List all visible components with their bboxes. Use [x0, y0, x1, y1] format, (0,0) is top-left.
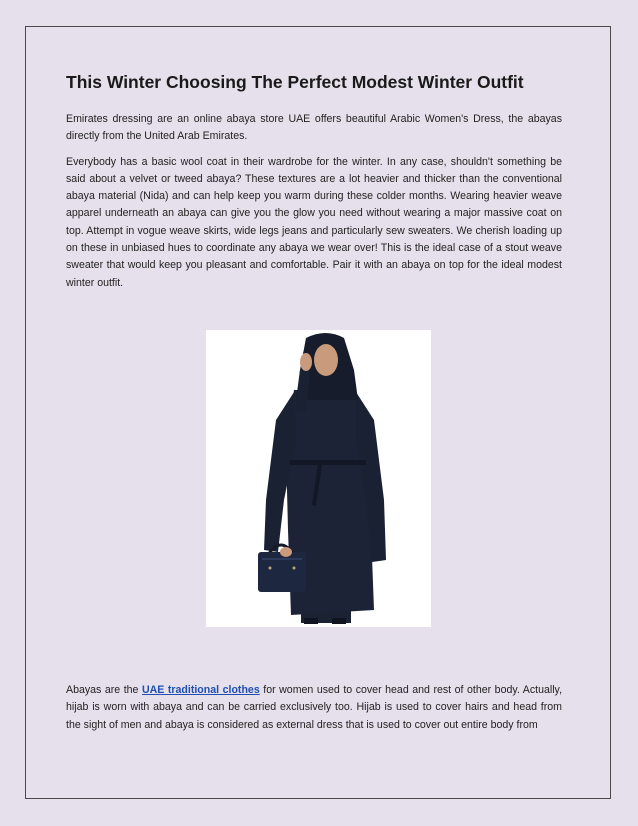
abaya-paragraph-start: Abayas are the: [66, 684, 142, 696]
abaya-photo: [206, 330, 431, 627]
intro-paragraph: Emirates dressing are an online abaya store UAE offers beautiful Arabic Women's Dress, the abayas directly from the United Arab Emirates.: [66, 113, 562, 143]
uae-traditional-clothes-link[interactable]: UAE traditional clothes: [141, 684, 260, 696]
document-body: [66, 72, 562, 300]
document-title: This Winter Choosing The Perfect Modest Winter Outfit: [66, 72, 524, 92]
winter-paragraph: Everybody has a basic wool coat in their wardrobe for the winter. In any case, shouldn't something be said about a velvet or tweed abaya? These textures are a lot heavier and thicker than the conventional abaya material (Nida) and can help keep you warm during these colder months. Wearing heavier weave apparel underneath an abaya can give you the glow you need without wearing a major massive coat on top. Attempt in vogue weave skirts, wide legs jeans and particularly sew sweaters. We cherish loading up on these in unbiased hues to coordinate any abaya we wear over! This is the ideal case of a stout weave sweater that would keep you pleasant and comfortable. Pair it with an abaya on top for the ideal modest winter outfit.: [66, 155, 562, 289]
abaya-paragraph: [66, 682, 562, 734]
abaya-paragraph-block: [66, 682, 562, 742]
abaya-paragraph-end: for women used to cover head and rest of other body. Actually, hijab is worn with abaya and can be carried exclusively too. Hijab is used to cover hairs and head from the sight of men and abaya is considered as external dress that is used to cover out entire body from: [66, 684, 563, 731]
